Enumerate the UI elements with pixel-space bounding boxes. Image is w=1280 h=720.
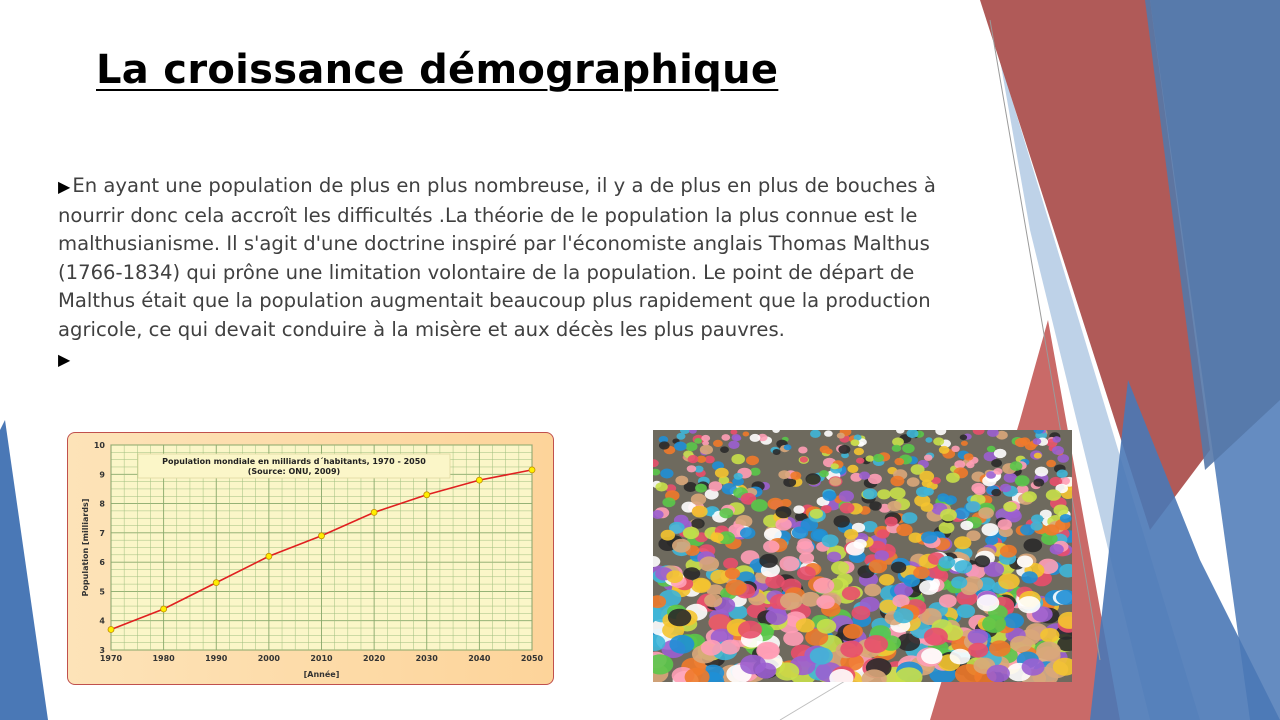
photo-texture-blob <box>810 430 821 438</box>
photo-texture-blob <box>734 435 741 441</box>
photo-texture-blob <box>937 493 948 502</box>
photo-texture-blob <box>968 629 989 644</box>
photo-texture-blob <box>1046 489 1061 500</box>
photo-texture-blob <box>824 430 833 436</box>
photo-texture-blob <box>834 515 850 527</box>
photo-texture-blob <box>792 527 808 539</box>
photo-texture-blob <box>977 594 1000 611</box>
photo-texture-blob <box>902 512 918 524</box>
photo-texture-blob <box>1022 658 1045 675</box>
photo-texture-blob <box>1000 484 1011 492</box>
chart-svg <box>68 433 553 684</box>
data-point <box>161 606 167 612</box>
photo-texture-blob <box>728 441 739 449</box>
photo-texture-blob <box>864 635 888 653</box>
photo-texture-blob <box>844 529 858 540</box>
photo-texture-blob <box>725 568 740 579</box>
photo-texture-blob <box>856 458 864 464</box>
photo-texture-blob <box>686 442 698 451</box>
photo-texture-blob <box>888 501 902 511</box>
photo-texture-blob <box>820 446 830 454</box>
photo-texture-blob <box>909 533 923 543</box>
photo-texture-blob <box>660 469 673 479</box>
photo-texture-blob <box>1033 479 1044 487</box>
photo-texture-blob <box>810 509 823 519</box>
photo-texture-blob <box>806 473 821 484</box>
y-tick-label: 3 <box>99 646 105 655</box>
photo-texture-blob <box>892 437 904 446</box>
photo-texture-blob <box>674 442 687 451</box>
body-text <box>58 172 938 374</box>
photo-texture-blob <box>1060 514 1072 523</box>
photo-texture-blob <box>843 624 863 639</box>
photo-texture-blob <box>907 477 920 487</box>
photo-texture-blob <box>694 438 702 444</box>
photo-texture-blob <box>655 482 667 491</box>
bullet-text-1: En ayant une population de plus en plus nombreuse, il y a de plus en plus de bouches à nourrir donc cela accroît les difficultés .La théorie de le population la plus connue est le malthusianisme. Il s'agit d'une doctrine inspiré par l'économiste anglais Thomas Malthus (1766-1834) qui prône une limitation volontaire de la population. Le point de départ de Malthus était que la population augmentait beaucoup plus rapidement que la production agricole, ce qui devait conduire à la misère et aux décès les plus pauvres. <box>58 174 936 341</box>
photo-texture-blob <box>661 530 675 541</box>
photo-texture-blob <box>1003 502 1017 512</box>
data-point <box>319 533 325 539</box>
photo-texture-blob <box>798 447 807 454</box>
photo-texture-blob <box>1018 596 1041 613</box>
photo-texture-blob <box>991 459 1002 467</box>
photo-texture-blob <box>831 463 839 469</box>
photo-texture-blob <box>831 561 849 575</box>
photo-texture-blob <box>695 484 707 493</box>
photo-texture-blob <box>677 433 686 440</box>
bullet-icon: ▶ <box>58 177 71 196</box>
photo-texture-blob <box>840 503 855 514</box>
photo-texture-blob <box>797 566 816 580</box>
photo-texture-blob <box>1046 460 1056 467</box>
photo-texture-blob <box>993 468 1002 475</box>
photo-texture-blob <box>890 476 904 487</box>
photo-texture-blob <box>778 470 790 479</box>
photo-texture-blob <box>719 508 733 518</box>
x-tick-label: 1990 <box>205 654 228 663</box>
photo-texture-blob <box>894 608 914 623</box>
photo-texture-blob <box>734 473 743 480</box>
photo-texture-blob <box>939 556 956 569</box>
slide-title: La croissance démographique <box>96 47 779 93</box>
photo-texture-blob <box>1022 491 1037 502</box>
photo-texture-blob <box>740 655 766 675</box>
photo-texture-blob <box>892 445 902 452</box>
photo-texture-blob <box>1035 467 1048 477</box>
x-tick-label: 1980 <box>152 654 175 663</box>
photo-texture-blob <box>961 441 968 446</box>
photo-texture-blob <box>877 489 891 499</box>
data-point <box>476 477 482 483</box>
data-point <box>213 580 219 586</box>
photo-texture-blob <box>921 648 942 664</box>
bullet-paragraph-2 <box>58 345 938 375</box>
photo-texture-blob <box>939 594 957 607</box>
photo-texture-blob <box>699 556 719 571</box>
photo-texture-blob <box>750 434 761 442</box>
photo-texture-blob <box>1053 436 1061 442</box>
photo-texture-blob <box>902 444 915 453</box>
photo-texture-blob <box>763 540 779 552</box>
x-tick-label: 2010 <box>310 654 333 663</box>
photo-texture-blob <box>662 497 675 507</box>
photo-texture-blob <box>810 647 833 664</box>
photo-texture-blob <box>891 562 906 574</box>
photo-texture-blob <box>746 456 759 466</box>
photo-texture-blob <box>879 574 895 586</box>
photo-texture-blob <box>827 552 841 563</box>
y-tick-label: 6 <box>99 558 105 568</box>
photo-texture-blob <box>683 567 700 580</box>
x-tick-label: 2050 <box>520 654 544 663</box>
photo-texture-blob <box>668 609 691 627</box>
photo-texture-blob <box>873 454 884 462</box>
photo-texture-blob <box>933 437 944 445</box>
photo-texture-blob <box>954 560 972 573</box>
photo-texture-blob <box>951 446 959 452</box>
photo-texture-blob <box>985 535 998 545</box>
photo-texture-blob <box>854 448 864 456</box>
photo-texture-blob <box>672 539 691 553</box>
photo-texture-blob <box>894 458 904 465</box>
photo-texture-blob <box>1015 475 1030 486</box>
photo-texture-blob <box>842 587 860 601</box>
photo-texture-blob <box>757 643 778 659</box>
photo-texture-blob <box>687 465 697 472</box>
photo-texture-blob <box>700 445 713 455</box>
photo-texture-blob <box>890 487 906 499</box>
photo-texture-blob <box>723 558 738 569</box>
photo-texture-blob <box>994 449 1007 458</box>
y-tick-label: 4 <box>99 616 105 626</box>
photo-texture-blob <box>991 489 1001 496</box>
photo-texture-blob <box>830 477 842 486</box>
photo-texture-blob <box>790 472 801 480</box>
photo-texture-blob <box>852 606 871 620</box>
photo-texture-blob <box>896 524 912 536</box>
x-tick-label: 2040 <box>468 654 491 663</box>
population-chart <box>67 432 554 685</box>
photo-texture-blob <box>720 640 740 655</box>
photo-texture-blob <box>743 432 750 437</box>
photo-texture-blob <box>846 542 865 556</box>
data-point <box>529 467 535 473</box>
data-point <box>371 509 377 515</box>
photo-texture-blob <box>954 536 971 549</box>
photo-texture-blob <box>987 446 996 452</box>
photo-texture-blob <box>1052 446 1064 455</box>
photo-texture-blob <box>913 567 930 579</box>
x-tick-label: 1970 <box>99 654 123 663</box>
photo-texture-blob <box>968 643 988 658</box>
x-tick-label: 2000 <box>257 654 281 663</box>
photo-texture-blob <box>924 455 932 461</box>
photo-texture-blob <box>775 506 791 518</box>
photo-texture-blob <box>950 649 971 665</box>
data-point <box>108 627 114 633</box>
photo-texture-blob <box>957 604 975 618</box>
y-tick-label: 7 <box>99 528 105 538</box>
x-axis-label: [Année] <box>303 670 340 679</box>
photo-texture-blob <box>924 628 948 646</box>
photo-texture-blob <box>975 555 991 567</box>
photo-texture-blob <box>919 471 934 482</box>
photo-texture-blob <box>688 455 699 463</box>
photo-texture-blob <box>868 474 882 484</box>
photo-texture-blob <box>987 665 1010 682</box>
photo-texture-blob <box>701 435 710 442</box>
photo-texture-blob <box>819 470 829 477</box>
photo-texture-blob <box>710 532 723 542</box>
data-point <box>266 553 272 559</box>
photo-texture-blob <box>960 435 967 441</box>
photo-texture-blob <box>839 491 854 502</box>
y-tick-label: 10 <box>93 441 105 450</box>
photo-texture-blob <box>715 468 729 478</box>
photo-texture-blob <box>759 554 778 568</box>
photo-texture-blob <box>925 437 932 442</box>
photo-texture-blob <box>946 473 960 483</box>
photo-texture-blob <box>779 556 799 571</box>
photo-texture-blob <box>773 449 781 455</box>
photo-texture-blob <box>796 618 815 632</box>
x-tick-label: 2020 <box>362 654 386 663</box>
photo-texture-blob <box>1010 461 1023 471</box>
photo-texture-blob <box>751 499 768 512</box>
photo-texture-blob <box>1057 454 1069 463</box>
photo-texture-blob <box>840 641 863 658</box>
photo-texture-blob <box>823 491 837 501</box>
photo-texture-blob <box>816 595 834 609</box>
photo-texture-blob <box>921 502 934 512</box>
y-tick-label: 8 <box>99 499 105 509</box>
photo-texture-blob <box>919 580 939 595</box>
photo-texture-blob <box>784 444 792 450</box>
x-tick-label: 2030 <box>415 654 438 663</box>
photo-texture-blob <box>869 559 888 573</box>
photo-texture-blob <box>692 506 708 518</box>
photo-texture-blob <box>1024 539 1043 553</box>
photo-texture-blob <box>998 573 1020 589</box>
photo-texture-blob <box>960 521 973 531</box>
photo-texture-blob <box>1057 470 1068 478</box>
photo-texture-blob <box>974 486 986 495</box>
photo-texture-blob <box>675 476 688 486</box>
photo-texture-blob <box>939 446 950 454</box>
photo-texture-blob <box>738 621 762 639</box>
photo-texture-blob <box>800 457 808 463</box>
photo-texture-blob <box>701 640 722 656</box>
blue-shape-left <box>0 420 48 720</box>
chart-title: Population mondiale en milliards d´habitants, 1970 - 2050 <box>162 457 426 466</box>
photo-texture-blob <box>838 445 850 454</box>
photo-texture-blob <box>864 584 881 597</box>
photo-texture-blob <box>813 578 834 594</box>
photo-texture-blob <box>713 440 723 447</box>
data-point <box>424 492 430 498</box>
photo-texture-blob <box>793 505 804 513</box>
photo-texture-blob <box>1021 571 1037 583</box>
photo-texture-blob <box>924 488 934 496</box>
photo-texture-blob <box>725 580 746 596</box>
photo-texture-blob <box>940 509 957 522</box>
photo-texture-blob <box>982 523 999 536</box>
photo-texture-blob <box>783 631 803 646</box>
photo-texture-blob <box>731 454 745 464</box>
photo-texture-blob <box>998 519 1012 530</box>
crowd-pool-photo <box>653 430 1072 682</box>
photo-texture-blob <box>1033 438 1042 445</box>
photo-texture-blob <box>964 453 974 460</box>
photo-texture-blob <box>691 494 706 506</box>
photo-texture-blob <box>866 455 875 461</box>
photo-texture-blob <box>939 522 955 534</box>
photo-texture-blob <box>1050 544 1064 555</box>
photo-texture-blob <box>1010 636 1032 652</box>
photo-texture-blob <box>863 488 878 499</box>
photo-texture-blob <box>837 433 845 439</box>
photo-texture-blob <box>709 481 723 491</box>
photo-texture-blob <box>954 460 965 468</box>
bullet-icon: ▶ <box>58 349 71 369</box>
y-tick-label: 9 <box>99 470 105 480</box>
photo-texture-blob <box>966 501 981 512</box>
photo-texture-blob <box>1040 628 1059 643</box>
photo-texture-blob <box>1017 556 1033 568</box>
photo-texture-blob <box>1036 642 1061 660</box>
photo-texture-blob <box>775 518 791 530</box>
photo-texture-blob <box>694 579 711 591</box>
photo-texture-blob <box>740 527 755 539</box>
photo-texture-blob <box>822 534 839 547</box>
photo-texture-blob <box>796 541 814 554</box>
photo-texture-blob <box>1000 545 1017 558</box>
photo-texture-blob <box>859 472 870 480</box>
photo-texture-blob <box>817 619 837 634</box>
photo-texture-blob <box>951 576 967 588</box>
photo-texture-blob <box>683 527 699 539</box>
photo-texture-blob <box>921 531 937 543</box>
photo-texture-blob <box>1031 521 1043 530</box>
photo-texture-blob <box>1034 453 1042 459</box>
photo-texture-blob <box>989 640 1011 656</box>
photo-texture-blob <box>669 635 694 654</box>
photo-texture-blob <box>885 517 898 527</box>
photo-texture-blob <box>847 465 858 473</box>
photo-texture-blob <box>704 594 722 608</box>
y-axis-label: Population [milliards] <box>81 498 90 597</box>
chart-subtitle: (Source: ONU, 2009) <box>247 467 341 476</box>
photo-texture-blob <box>978 507 994 519</box>
photo-texture-blob <box>869 501 882 510</box>
photo-texture-blob <box>851 439 860 446</box>
photo-texture-blob <box>721 434 730 441</box>
photo-texture-blob <box>780 593 802 610</box>
photo-texture-blob <box>666 570 683 583</box>
photo-texture-blob <box>720 446 729 453</box>
photo-texture-blob <box>766 609 788 625</box>
photo-texture-blob <box>659 441 670 449</box>
y-tick-label: 5 <box>99 587 105 597</box>
bullet-paragraph-1 <box>58 172 938 345</box>
